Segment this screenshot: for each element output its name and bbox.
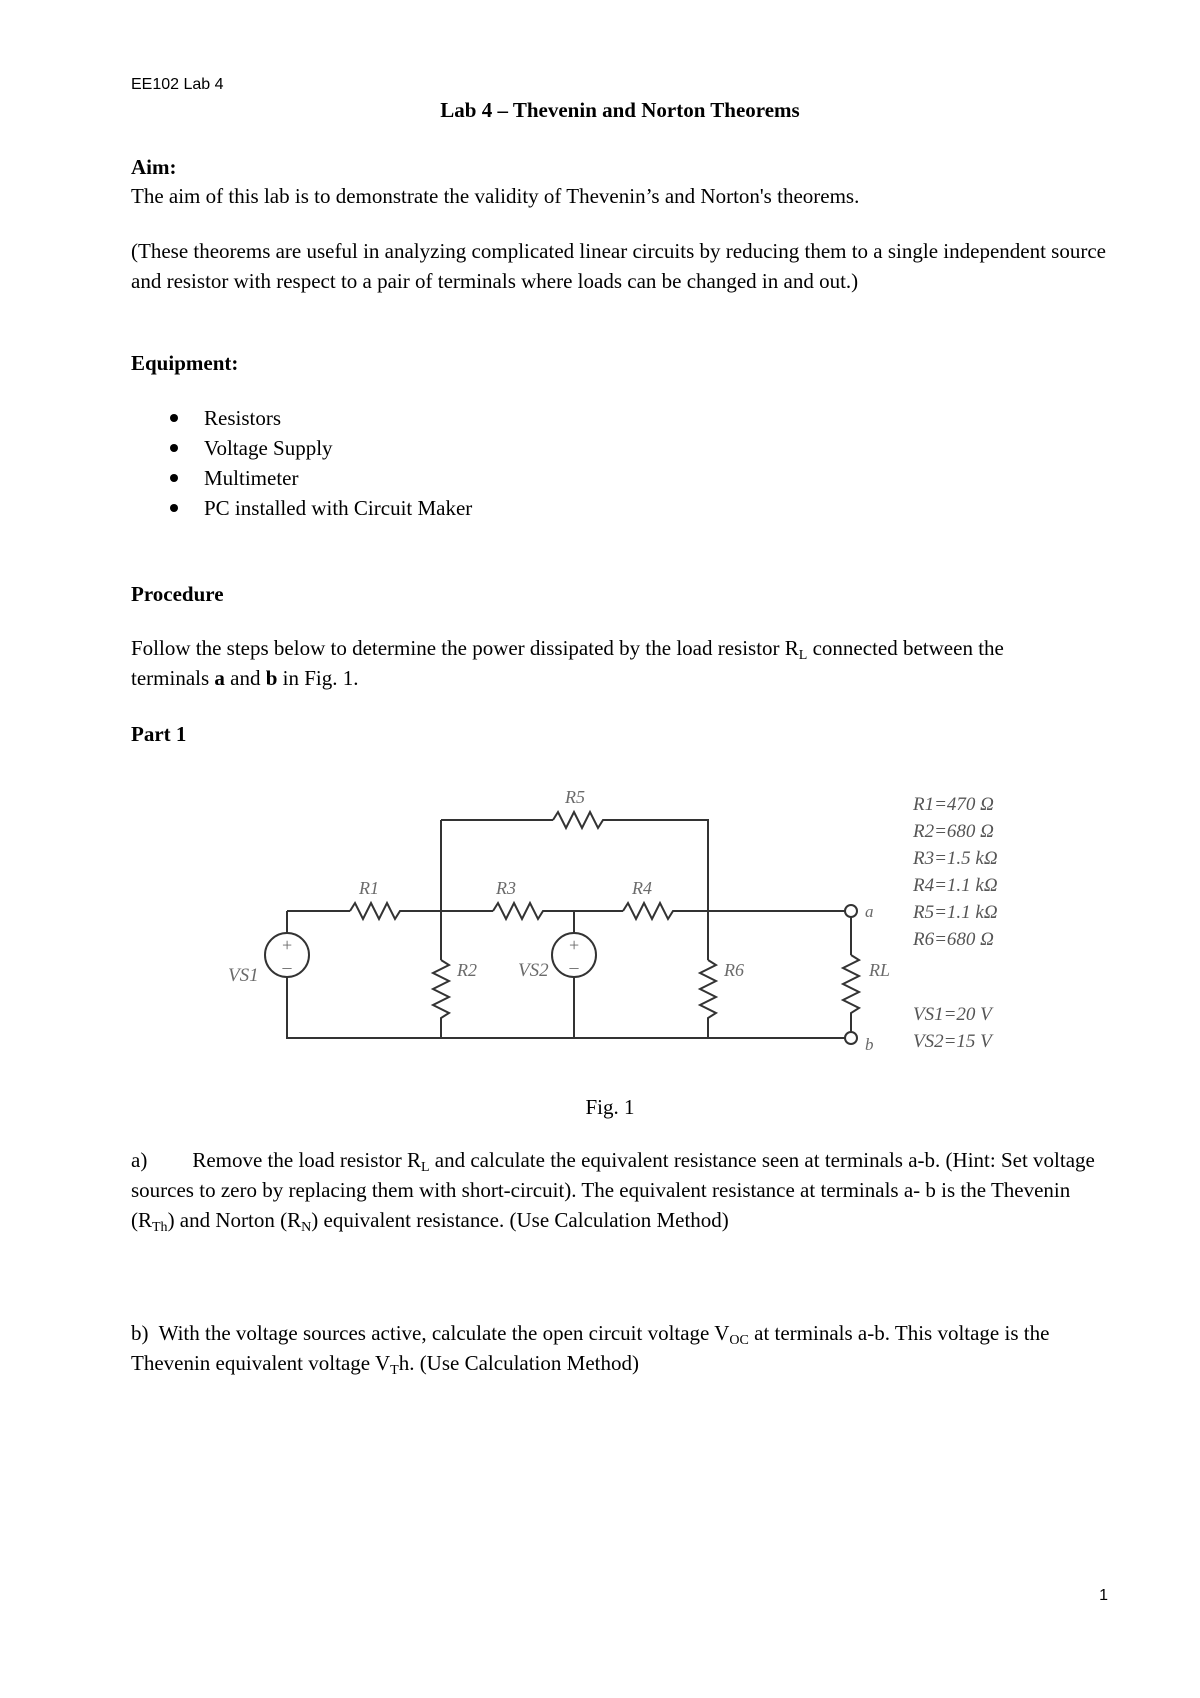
value-vs1: VS1=20 V bbox=[913, 1004, 992, 1025]
r2-resistor bbox=[433, 960, 449, 1022]
value-r3: R3=1.5 kΩ bbox=[913, 848, 998, 869]
circuit-diagram bbox=[0, 770, 1100, 1070]
r3-label: R3 bbox=[496, 878, 516, 898]
rl-resistor bbox=[843, 955, 859, 1017]
value-r2: R2=680 Ω bbox=[913, 821, 994, 842]
r4-resistor bbox=[623, 903, 678, 919]
aim-note: (These theorems are useful in analyzing complicated linear circuits by reducing them to a single independent source and resistor with respect to a pair of terminals where loads can be changed in and out.) bbox=[131, 239, 1106, 293]
page-title: Lab 4 – Thevenin and Norton Theorems bbox=[440, 98, 800, 122]
r4-label: R4 bbox=[632, 878, 652, 898]
step-a: a) Remove the load resistor $R_L$ and calculate the equivalent resistance seen at terminals a-b. (Hint: Set voltage sources to zero by replacing them with short-circuit). The equivalent resistance at terminals a- b is the Thevenin $(R_{Th})$ and Norton $(R_N)$ equivalent resistance. (Use Calculation Method) bbox=[131, 1148, 1095, 1235]
value-r5: R5=1.1 kΩ bbox=[913, 902, 998, 923]
r2-label: R2 bbox=[457, 960, 477, 980]
equipment-list bbox=[131, 403, 472, 523]
page-number: 1 bbox=[1099, 1587, 1108, 1604]
terminal-b bbox=[845, 1032, 857, 1044]
list-item: Multimeter bbox=[131, 463, 472, 493]
r6-resistor bbox=[700, 960, 716, 1022]
terminal-a bbox=[845, 905, 857, 917]
value-vs2: VS2=15 V bbox=[913, 1031, 992, 1052]
vs1-label: VS1 bbox=[228, 965, 259, 986]
aim-text: The aim of this lab is to demonstrate the validity of Thevenin’s and Norton's theorems. bbox=[131, 184, 860, 208]
figure-caption: Fig. 1 bbox=[585, 1095, 635, 1119]
r3-resistor bbox=[493, 903, 548, 919]
bullet-icon bbox=[170, 414, 178, 422]
bullet-icon bbox=[170, 504, 178, 512]
vs2-label: VS2 bbox=[518, 960, 549, 981]
vs2-plus: + bbox=[567, 935, 581, 955]
bullet-icon bbox=[170, 474, 178, 482]
rl-label: RL bbox=[869, 960, 891, 980]
part1-heading: Part 1 bbox=[131, 722, 187, 746]
equipment-heading: Equipment: bbox=[131, 351, 239, 375]
vs1-plus: + bbox=[280, 935, 294, 955]
terminal-a-label: a bbox=[865, 902, 874, 921]
r5-resistor bbox=[553, 812, 608, 828]
list-item: Resistors bbox=[131, 403, 472, 433]
value-r4: R4=1.1 kΩ bbox=[913, 875, 998, 896]
r1-resistor bbox=[350, 903, 405, 919]
bullet-icon bbox=[170, 444, 178, 452]
step-b: b) With the voltage sources active, calculate the open circuit voltage $V_{OC}$ at terminals a-b. This voltage is the Thevenin equivalent voltage $V_Th$. (Use Calculation Method) bbox=[131, 1321, 1050, 1378]
r1-label: R1 bbox=[359, 878, 379, 898]
terminal-b-label: b bbox=[865, 1035, 874, 1054]
aim-heading: Aim: bbox=[131, 155, 177, 179]
value-r1: R1=470 Ω bbox=[913, 794, 994, 815]
r5-label: R5 bbox=[565, 787, 585, 807]
r6-label: R6 bbox=[724, 960, 744, 980]
value-r6: R6=680 Ω bbox=[913, 929, 994, 950]
list-item: Voltage Supply bbox=[131, 433, 472, 463]
vs1-minus: – bbox=[282, 957, 292, 977]
procedure-intro: Follow the steps below to determine the power dissipated by the load resistor $R_L$ connected between the terminals a and b in Fig. 1. bbox=[131, 636, 1004, 690]
vs2-minus: – bbox=[569, 957, 579, 977]
procedure-heading: Procedure bbox=[131, 582, 224, 606]
list-item: PC installed with Circuit Maker bbox=[131, 493, 472, 523]
page-header: EE102 Lab 4 bbox=[131, 76, 224, 93]
